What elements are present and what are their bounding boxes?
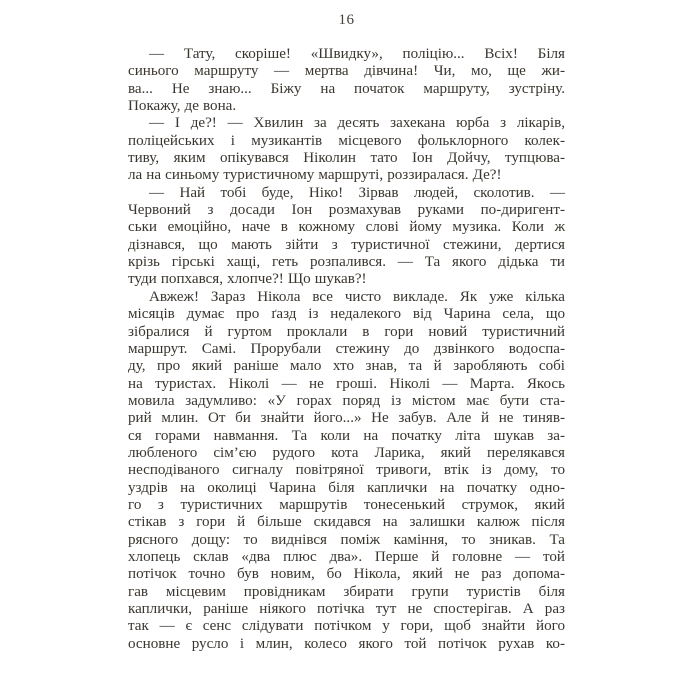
text-line: мовила задумливо: «У горах поряд із містом має бути ста- bbox=[128, 392, 565, 409]
text-line: ся горами навмання. Та коли на початку літа шукав за- bbox=[128, 427, 565, 444]
text-line: любленого сім’єю рудого кота Ларика, який перелякався bbox=[128, 444, 565, 461]
text-line: основне русло і млин, колесо якого той потічок рухав ко- bbox=[128, 635, 565, 652]
text-line: поліцейських і музикантів місцевого фольклорного колек- bbox=[128, 132, 565, 149]
text-line: на туристах. Ніколі — не гроші. Ніколі — Марта. Якось bbox=[128, 375, 565, 392]
text-line: ду, про який раніше мало хто знав, та й заробляють собі bbox=[128, 358, 565, 375]
paragraph bbox=[128, 185, 565, 289]
text-line: тиву, яким опікувався Ніколин тато Іон Дойчу, тупцюва- bbox=[128, 150, 565, 167]
text-line: рясного дощу: то виднівся поміж каміння, то зникав. Та bbox=[128, 531, 565, 548]
text-line: потічок точно був новим, бо Нікола, який не раз допома- bbox=[128, 566, 565, 583]
text-line: маршрут. Самі. Прорубали стежину до дзвінкого водоспа- bbox=[128, 340, 565, 357]
text-line: так — є сенс слідувати потічком у гори, щоб знайти його bbox=[128, 618, 565, 635]
text-line: уздрів на околиці Чарина біля каплички на початку одно- bbox=[128, 479, 565, 496]
page-text bbox=[128, 46, 565, 653]
text-line: дізнався, що мають зійти з туристичної стежини, дертися bbox=[128, 236, 565, 253]
text-line: несподіваного сигналу повітряної тривоги, втік із дому, то bbox=[128, 462, 565, 479]
text-line: — Най тобі буде, Ніко! Зірвав людей, сколотив. — bbox=[149, 184, 565, 201]
text-line: го з туристичних маршрутів тонесенький струмок, який bbox=[128, 496, 565, 513]
text-line: зібралися й гуртом проклали в гори новий туристичний bbox=[128, 323, 565, 340]
text-line: Покажу, де вона. bbox=[128, 98, 237, 115]
text-line: — Тату, скоріше! «Швидку», поліцію... Всіх! Біля bbox=[149, 46, 565, 62]
text-line: каплички, раніше ніякого потічка тут не спостерігав. А раз bbox=[128, 601, 565, 617]
text-line: туди попхався, хлопче?! Що шукав?! bbox=[128, 271, 367, 288]
text-line: синього маршруту — мертва дівчина! Чи, мо, ще жи- bbox=[128, 63, 565, 80]
text-line: гав місцевим провідникам збирати групи туристів біля bbox=[128, 583, 565, 600]
text-line: Авжеж! Зараз Нікола все чисто викладе. Як уже кілька bbox=[149, 288, 565, 305]
text-line: ла на синьому туристичному маршруті, роззиралася. Де?! bbox=[128, 167, 502, 184]
text-line: місяців думає про ґазд із недалекого від Чарина села, що bbox=[128, 306, 565, 323]
text-line: крізь гірські хащі, геть розпалився. — Та якого дідька ти bbox=[128, 254, 565, 271]
paragraph bbox=[128, 289, 565, 653]
page-number: 16 bbox=[338, 12, 355, 28]
text-line: хлопець склав «два плюс два». Перше й головне — той bbox=[128, 548, 565, 565]
text-line: стікав з гори й більше скидався на залишки калюж після bbox=[128, 514, 565, 531]
text-line: рий млин. От би знайти його...» Не забув. Але й не тиняв- bbox=[128, 410, 565, 427]
text-line: Червоний з досади Іон розмахував руками по-диригент- bbox=[128, 202, 565, 219]
text-line: ськи емоційно, наче в кожному слові йому музика. Коли ж bbox=[128, 219, 565, 236]
paragraph bbox=[128, 115, 565, 184]
text-line: — І де?! — Хвилин за десять захекана юрба з лікарів, bbox=[149, 115, 565, 132]
text-line: ва... Не знаю... Біжу на початок маршруту, зустріну. bbox=[128, 80, 565, 97]
paragraph bbox=[128, 46, 565, 115]
